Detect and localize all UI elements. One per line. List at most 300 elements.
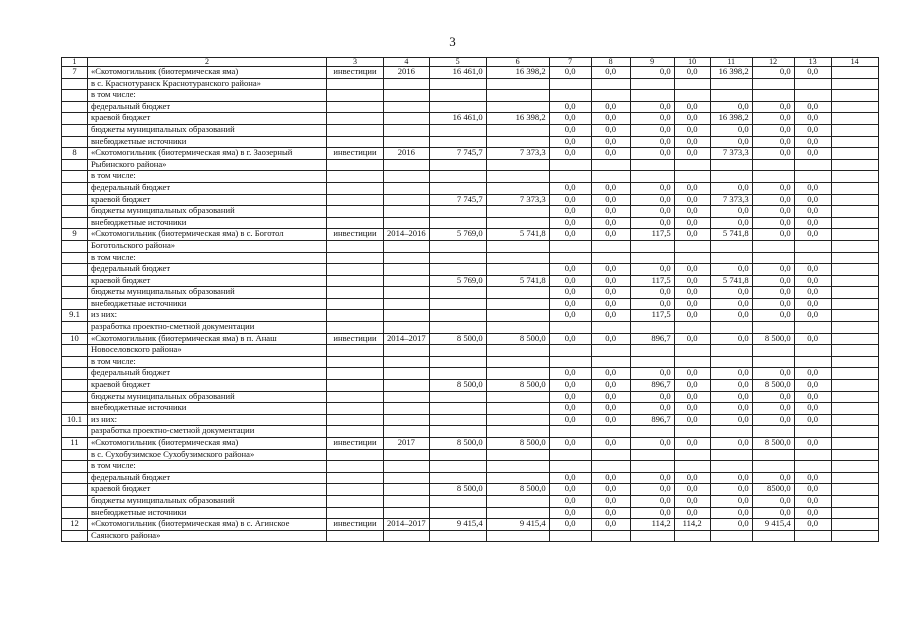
value-cell [831,519,878,531]
value-cell: 8 500,0 [752,333,794,345]
value-cell [630,240,674,252]
budget-table [61,57,879,542]
value-cell [710,252,752,264]
description-cell: Новоселовского района» [88,345,327,357]
value-cell [429,356,486,368]
value-cell: 0,0 [752,217,794,229]
description-cell: «Скотомогильник (биотермическая яма) [88,67,327,79]
value-cell: 0,0 [794,287,831,299]
value-cell [327,472,384,484]
value-cell [630,461,674,473]
row-number-cell: 10.1 [62,414,88,426]
value-cell: 0,0 [591,519,630,531]
value-cell [549,252,591,264]
value-cell [429,310,486,322]
value-cell: 0,0 [591,380,630,392]
value-cell: 114,2 [674,519,710,531]
value-cell [794,78,831,90]
description-cell: бюджеты муниципальных образований [88,287,327,299]
value-cell [591,461,630,473]
value-cell: 0,0 [674,298,710,310]
value-cell [591,530,630,542]
value-cell [429,530,486,542]
value-cell: 0,0 [549,403,591,415]
value-cell: 0,0 [752,368,794,380]
value-cell: 0,0 [752,67,794,79]
value-cell: 0,0 [591,438,630,450]
value-cell: 0,0 [630,136,674,148]
header-cell: 12 [752,58,794,67]
value-cell: 117,5 [630,229,674,241]
value-cell: 0,0 [794,194,831,206]
value-cell [752,461,794,473]
value-cell: 8 500,0 [429,380,486,392]
value-cell [486,403,549,415]
value-cell [630,171,674,183]
value-cell [752,252,794,264]
value-cell: 0,0 [549,368,591,380]
value-cell: 0,0 [752,229,794,241]
row-number-cell: 12 [62,519,88,531]
value-cell [429,171,486,183]
description-cell: внебюджетные источники [88,403,327,415]
value-cell [710,345,752,357]
value-cell [549,240,591,252]
value-cell: 7 373,3 [486,194,549,206]
value-cell [384,275,430,287]
value-cell [327,217,384,229]
value-cell: 0,0 [549,507,591,519]
value-cell [591,356,630,368]
value-cell: 0,0 [710,414,752,426]
value-cell: 0,0 [591,472,630,484]
value-cell: 0,0 [549,333,591,345]
header-cell: 5 [429,58,486,67]
value-cell: 0,0 [794,391,831,403]
row-number-cell [62,78,88,90]
value-cell [429,217,486,229]
value-cell: 0,0 [549,148,591,160]
value-cell [794,171,831,183]
value-cell [327,171,384,183]
value-cell: 0,0 [794,519,831,531]
value-cell: 0,0 [674,182,710,194]
value-cell [794,461,831,473]
table-row [62,67,879,79]
value-cell: 0,0 [674,124,710,136]
value-cell: 0,0 [674,414,710,426]
value-cell [327,495,384,507]
row-number-cell [62,298,88,310]
description-cell: в том числе: [88,171,327,183]
value-cell: 2017 [384,438,430,450]
value-cell [630,159,674,171]
value-cell [429,426,486,438]
value-cell [831,461,878,473]
value-cell [429,391,486,403]
value-cell: 0,0 [752,495,794,507]
description-cell: разработка проектно-сметной документации [88,426,327,438]
value-cell: 0,0 [630,206,674,218]
value-cell [752,90,794,102]
value-cell [710,356,752,368]
description-cell: краевой бюджет [88,380,327,392]
value-cell [327,124,384,136]
value-cell [549,322,591,334]
value-cell [327,368,384,380]
value-cell [486,159,549,171]
value-cell: 0,0 [794,264,831,276]
value-cell [831,333,878,345]
value-cell [327,380,384,392]
value-cell: 0,0 [674,380,710,392]
value-cell: 0,0 [630,472,674,484]
value-cell: 0,0 [710,136,752,148]
value-cell: 0,0 [630,67,674,79]
value-cell: 0,0 [752,403,794,415]
header-cell: 9 [630,58,674,67]
value-cell: инвестиции [327,67,384,79]
value-cell [794,240,831,252]
value-cell [674,78,710,90]
row-number-cell [62,159,88,171]
header-cell: 10 [674,58,710,67]
value-cell [384,345,430,357]
value-cell [674,90,710,102]
value-cell: 0,0 [674,194,710,206]
value-cell: 0,0 [710,495,752,507]
value-cell [327,240,384,252]
value-cell: 0,0 [674,368,710,380]
value-cell [486,461,549,473]
value-cell [486,495,549,507]
value-cell: 0,0 [752,101,794,113]
description-cell: разработка проектно-сметной документации [88,322,327,334]
value-cell: 0,0 [752,194,794,206]
value-cell: инвестиции [327,148,384,160]
value-cell: 896,7 [630,380,674,392]
value-cell [384,391,430,403]
value-cell: 0,0 [710,438,752,450]
table-row [62,194,879,206]
table-row [62,275,879,287]
value-cell: 0,0 [794,495,831,507]
value-cell: 0,0 [630,368,674,380]
value-cell [630,78,674,90]
value-cell: 0,0 [591,391,630,403]
header-cell: 7 [549,58,591,67]
value-cell: 0,0 [591,182,630,194]
value-cell [831,356,878,368]
value-cell [486,391,549,403]
value-cell [794,530,831,542]
value-cell: 7 745,7 [429,194,486,206]
value-cell: 2016 [384,148,430,160]
value-cell: 0,0 [591,275,630,287]
value-cell: 0,0 [549,495,591,507]
value-cell: 0,0 [630,217,674,229]
value-cell [831,78,878,90]
value-cell: 0,0 [674,113,710,125]
value-cell: 114,2 [630,519,674,531]
value-cell [384,113,430,125]
value-cell [710,449,752,461]
description-cell: краевой бюджет [88,275,327,287]
table-row [62,426,879,438]
table-row [62,519,879,531]
description-cell: из них: [88,414,327,426]
header-cell: 6 [486,58,549,67]
value-cell [710,90,752,102]
value-cell [327,391,384,403]
value-cell [384,78,430,90]
description-cell: Боготольского района» [88,240,327,252]
description-cell: федеральный бюджет [88,472,327,484]
value-cell: 0,0 [630,507,674,519]
value-cell: 0,0 [630,484,674,496]
value-cell: 2014–2016 [384,229,430,241]
value-cell [752,78,794,90]
value-cell: 0,0 [591,310,630,322]
value-cell: 5 769,0 [429,229,486,241]
value-cell [429,136,486,148]
value-cell [674,171,710,183]
value-cell [752,530,794,542]
table-row [62,495,879,507]
value-cell: 7 373,3 [710,148,752,160]
value-cell: 0,0 [710,124,752,136]
value-cell [384,90,430,102]
table-row [62,148,879,160]
value-cell: 0,0 [630,182,674,194]
table-row [62,124,879,136]
value-cell [486,136,549,148]
table-row [62,171,879,183]
value-cell [327,275,384,287]
value-cell: 0,0 [710,182,752,194]
value-cell [327,322,384,334]
value-cell [831,252,878,264]
value-cell: 0,0 [710,519,752,531]
value-cell: 0,0 [794,101,831,113]
value-cell [831,275,878,287]
value-cell: 0,0 [710,310,752,322]
value-cell [429,206,486,218]
table-row [62,78,879,90]
value-cell: 0,0 [630,298,674,310]
row-number-cell [62,124,88,136]
value-cell [384,206,430,218]
value-cell: 117,5 [630,275,674,287]
value-cell: 0,0 [794,206,831,218]
description-cell: «Скотомогильник (биотермическая яма) в г. Заозерный [88,148,327,160]
value-cell: 0,0 [549,217,591,229]
value-cell [486,356,549,368]
description-cell: бюджеты муниципальных образований [88,206,327,218]
value-cell [831,101,878,113]
value-cell: 0,0 [674,101,710,113]
value-cell [630,90,674,102]
description-cell: федеральный бюджет [88,101,327,113]
value-cell [429,264,486,276]
value-cell: 0,0 [674,403,710,415]
value-cell: 0,0 [674,495,710,507]
header-cell: 4 [384,58,430,67]
value-cell: 0,0 [549,229,591,241]
value-cell: 0,0 [591,495,630,507]
description-cell: «Скотомогильник (биотермическая яма) в с. Боготол [88,229,327,241]
value-cell: 0,0 [752,182,794,194]
value-cell [831,67,878,79]
value-cell: 0,0 [630,194,674,206]
value-cell [831,90,878,102]
row-number-cell [62,403,88,415]
value-cell [429,101,486,113]
value-cell: 8 500,0 [486,380,549,392]
table-row [62,391,879,403]
value-cell: 7 745,7 [429,148,486,160]
value-cell [752,426,794,438]
value-cell [327,101,384,113]
value-cell: 8 500,0 [752,438,794,450]
value-cell: 0,0 [794,472,831,484]
value-cell: 0,0 [794,124,831,136]
value-cell [429,159,486,171]
value-cell: 0,0 [794,414,831,426]
value-cell: 0,0 [549,275,591,287]
description-cell: внебюджетные источники [88,298,327,310]
value-cell [831,287,878,299]
row-number-cell [62,182,88,194]
value-cell: 0,0 [591,113,630,125]
row-number-cell [62,461,88,473]
value-cell: 0,0 [549,472,591,484]
value-cell: 7 373,3 [710,194,752,206]
value-cell: 0,0 [549,484,591,496]
value-cell: 0,0 [674,333,710,345]
value-cell [429,414,486,426]
value-cell: 0,0 [752,124,794,136]
value-cell: 0,0 [752,113,794,125]
table-row [62,298,879,310]
value-cell: 0,0 [794,275,831,287]
value-cell: 0,0 [710,484,752,496]
value-cell: 16 398,2 [486,113,549,125]
value-cell: 0,0 [549,519,591,531]
value-cell: 0,0 [710,472,752,484]
value-cell [630,356,674,368]
value-cell [486,124,549,136]
row-number-cell: 10 [62,333,88,345]
value-cell: 2016 [384,67,430,79]
value-cell [549,345,591,357]
value-cell [549,356,591,368]
value-cell [831,449,878,461]
value-cell [429,78,486,90]
table-row [62,264,879,276]
row-number-cell [62,484,88,496]
value-cell [831,484,878,496]
value-cell [674,426,710,438]
value-cell: 0,0 [674,67,710,79]
value-cell: 8 500,0 [429,438,486,450]
value-cell [831,194,878,206]
value-cell: 5 741,8 [710,229,752,241]
value-cell [794,252,831,264]
value-cell [630,322,674,334]
value-cell [831,240,878,252]
row-number-cell [62,90,88,102]
value-cell [549,449,591,461]
value-cell [674,530,710,542]
value-cell: 0,0 [591,217,630,229]
value-cell [752,322,794,334]
value-cell: 0,0 [591,136,630,148]
value-cell [327,461,384,473]
value-cell [831,136,878,148]
value-cell [486,206,549,218]
value-cell [486,101,549,113]
value-cell [674,240,710,252]
value-cell [384,217,430,229]
table-row [62,449,879,461]
row-number-cell [62,101,88,113]
table-row [62,403,879,415]
value-cell: 0,0 [710,391,752,403]
value-cell: 0,0 [549,380,591,392]
row-number-cell [62,240,88,252]
header-cell: 3 [327,58,384,67]
value-cell: 0,0 [549,206,591,218]
page-number: 3 [449,34,456,49]
row-number-cell [62,495,88,507]
description-cell: Саянского района» [88,530,327,542]
value-cell [384,182,430,194]
value-cell [429,182,486,194]
value-cell: 0,0 [710,380,752,392]
value-cell: инвестиции [327,229,384,241]
value-cell: 896,7 [630,414,674,426]
value-cell [486,182,549,194]
value-cell: 0,0 [591,229,630,241]
value-cell [831,380,878,392]
value-cell [429,507,486,519]
value-cell: 0,0 [630,148,674,160]
value-cell: 0,0 [674,507,710,519]
description-cell: Рыбинского района» [88,159,327,171]
value-cell [710,426,752,438]
description-cell: бюджеты муниципальных образований [88,391,327,403]
value-cell [794,159,831,171]
table-row [62,333,879,345]
value-cell [486,217,549,229]
table-row [62,356,879,368]
description-cell: краевой бюджет [88,194,327,206]
value-cell [591,322,630,334]
value-cell [384,171,430,183]
row-number-cell [62,507,88,519]
value-cell [752,240,794,252]
value-cell [384,240,430,252]
value-cell [384,124,430,136]
value-cell: 0,0 [794,507,831,519]
value-cell [710,461,752,473]
table-row [62,206,879,218]
row-number-cell [62,345,88,357]
table-row [62,113,879,125]
value-cell [327,264,384,276]
value-cell [486,449,549,461]
